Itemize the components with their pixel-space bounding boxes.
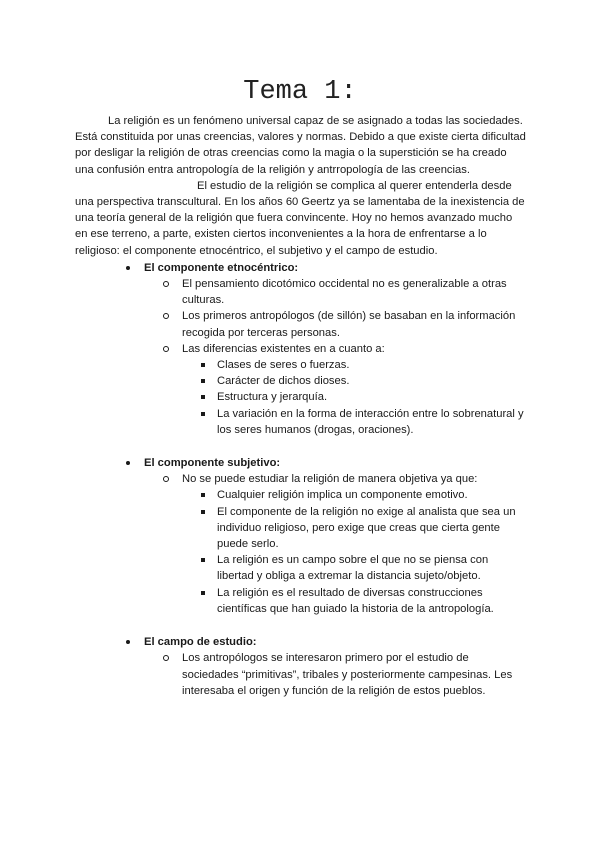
square-bullet-icon: [201, 363, 205, 367]
circle-bullet-icon: [163, 281, 169, 287]
list-item-text: El componente de la religión no exige al analista que sea un individuo religioso, pero exige que creas que cierta gente puede serlo.: [217, 505, 516, 551]
disc-bullet-icon: [126, 640, 130, 644]
list-item: [75, 471, 527, 487]
list-item: [75, 406, 527, 438]
list-item-text: Cualquier religión implica un componente emotivo.: [217, 489, 468, 502]
list-item-text: La religión es el resultado de diversas construcciones científicas que han guiado la historia de la antropología.: [217, 586, 494, 615]
square-bullet-icon: [201, 493, 205, 497]
section-campo-estudio: [75, 634, 527, 699]
list-item: [75, 650, 527, 699]
list-item: [75, 276, 527, 308]
section-etnocentrico: [75, 260, 527, 438]
level2-list: [75, 650, 527, 699]
section-heading-text: El campo de estudio:: [144, 636, 257, 649]
list-item: [75, 585, 527, 617]
circle-bullet-icon: [163, 476, 169, 482]
section-heading-text: El componente etnocéntrico:: [144, 261, 299, 274]
list-item-text: La religión es un campo sobre el que no se piensa con libertad y obliga a extremar la distancia sujeto/objeto.: [217, 554, 489, 583]
section-subjetivo: [75, 455, 527, 617]
list-item: [75, 308, 527, 340]
list-item: [75, 341, 527, 357]
list-item: [75, 504, 527, 553]
disc-bullet-icon: [126, 266, 130, 270]
level3-list: [75, 357, 527, 438]
square-bullet-icon: [201, 558, 205, 562]
page-title: Tema 1:: [243, 77, 357, 107]
list-item: [75, 357, 527, 373]
intro-paragraph-1: La religión es un fenómeno universal capaz de se asignado a todas las sociedades. Está constituida por unas creencias, valores y normas. Debido a que existe cierta dificultad por desligar la religión de otras creencias como la magia o la superstición se ha creado una confusión entra antropología de la religión y antrropología de las creencias.: [75, 115, 526, 176]
circle-bullet-icon: [163, 313, 169, 319]
section-heading: [75, 455, 527, 471]
list-item-text: Los primeros antropólogos (de sillón) se basaban en la información recogida por terceras personas.: [182, 310, 516, 339]
disc-bullet-icon: [126, 461, 130, 465]
circle-bullet-icon: [163, 346, 169, 352]
section-heading: [75, 634, 527, 650]
list-item: [75, 552, 527, 584]
list-item-text: Clases de seres o fuerzas.: [217, 359, 350, 372]
square-bullet-icon: [201, 379, 205, 383]
level2-list: [75, 471, 527, 487]
list-item-text: No se puede estudiar la religión de manera objetiva ya que:: [182, 473, 478, 486]
level2-list: [75, 276, 527, 357]
list-item: [75, 373, 527, 389]
section-heading-text: El componente subjetivo:: [144, 457, 281, 470]
list-item-text: Estructura y jerarquía.: [217, 391, 328, 404]
intro-paragraph-2: El estudio de la religión se complica al querer entenderla desde una perspectiva transcultural. En los años 60 Geertz ya se lamentaba de la inexistencia de una teoría general de la religión que fuera convincente. Hoy no hemos avanzado mucho en ese terreno, a parte, existen ciertos inconvenientes a la hora de enfrentarse a lo religioso: el componente etnocéntrico, el subjetivo y el campo de estudio.: [75, 179, 525, 257]
list-item-text: Las diferencias existentes en a cuanto a:: [182, 342, 385, 355]
list-item-text: La variación en la forma de interacción entre lo sobrenatural y los seres humanos (drogas, oraciones).: [217, 407, 524, 436]
list-item-text: Carácter de dichos dioses.: [217, 375, 350, 388]
list-item: [75, 487, 527, 503]
square-bullet-icon: [201, 395, 205, 399]
section-heading: [75, 260, 527, 276]
list-item-text: Los antropólogos se interesaron primero por el estudio de sociedades “primitivas”, tribales y posteriormente campesinas. Les interesaba el origen y función de la religión de estos pueblos.: [182, 652, 513, 697]
square-bullet-icon: [201, 412, 205, 416]
square-bullet-icon: [201, 591, 205, 595]
list-item: [75, 389, 527, 405]
square-bullet-icon: [201, 510, 205, 514]
document-body: [75, 113, 527, 699]
list-item-text: El pensamiento dicotómico occidental no es generalizable a otras culturas.: [182, 278, 507, 307]
circle-bullet-icon: [163, 655, 169, 661]
level3-list: [75, 487, 527, 617]
